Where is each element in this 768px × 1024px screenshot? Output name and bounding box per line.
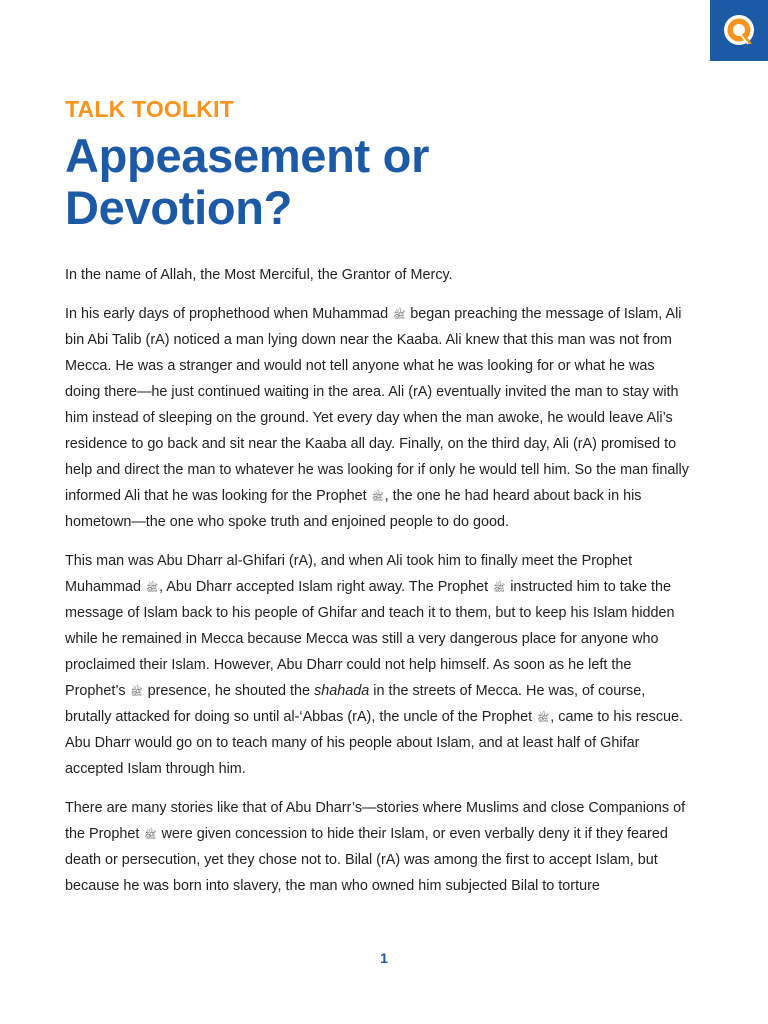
paragraph-3-text-c: instructed him to take the message of Islam back to his people of Ghifar and teach it to them, but to keep his Islam hidden while he remained in Mecca because Mecca was still a very dangerous place for anyone who proclaimed their Islam. However, Abu Dharr could not help himself. As soon as he left the Prophet’s <box>65 579 675 699</box>
title-line-1: Appeasement or <box>65 129 430 182</box>
honorific-icon: ﷺ <box>145 583 159 594</box>
honorific-icon: ﷺ <box>493 583 506 594</box>
paragraph-4-text-b: were given concession to hide their Islam, or even verbally deny it if they feared death or persecution, yet they chose not to. Bilal (rA) was among the first to accept Islam, but because he was born into slavery, the man who owned him subjected Bilal to torture <box>65 826 668 894</box>
title-line-2: Devotion? <box>65 181 293 234</box>
paragraph-2 <box>65 301 689 535</box>
honorific-icon: ﷺ <box>393 310 406 321</box>
paragraph-3-text-f: , came to his rescue. Abu Dharr would go on to teach many of his people about Islam, and at least half of Ghifar accepted Islam through him. <box>65 709 684 777</box>
honorific-icon: ﷺ <box>371 492 384 503</box>
honorific-icon: ﷺ <box>537 713 550 724</box>
shahada-term: shahada <box>314 683 370 699</box>
honorific-icon: ﷺ <box>144 830 157 841</box>
paragraph-3 <box>65 548 689 782</box>
paragraph-4-text-a: There are many stories like that of Abu Dharr’s—stories where Muslims and close Companions of the Prophet <box>65 800 686 842</box>
paragraph-2-text-b: began preaching the message of Islam, Ali bin Abi Talib (rA) noticed a man lying down near the Kaaba. Ali knew that this man was not from Mecca. He was a stranger and would not tell anyone what he was looking for or what he was doing there—he just continued waiting in the area. Ali (rA) eventually invited the man to stay with him instead of sleeping on the ground. Yet every day when the man awoke, he would leave Ali’s residence to go back and sit near the Kaaba all day. Finally, on the third day, Ali (rA) promised to help and direct the man to whatever he was looking for if only he would tell him. So the man finally informed Ali that he was looking for the Prophet <box>65 306 689 504</box>
paragraph-2-text-a: In his early days of prophethood when Muhammad <box>65 306 389 322</box>
page-title <box>65 130 705 234</box>
brand-logo[interactable] <box>710 0 768 61</box>
article-body <box>65 262 689 912</box>
paragraph-4 <box>65 795 689 899</box>
q-logo-icon <box>719 10 759 52</box>
honorific-icon: ﷺ <box>130 687 143 698</box>
paragraph-3-text-b: , Abu Dharr accepted Islam right away. The Prophet <box>159 579 489 595</box>
paragraph-3-text-e: in the streets of Mecca. He was, of course, brutally attacked for doing so until al-‘Abbas (rA), the uncle of the Prophet <box>65 683 646 725</box>
eyebrow-label: TALK TOOLKIT <box>65 96 234 122</box>
paragraph-3-text-d: presence, he shouted the <box>147 683 311 699</box>
paragraph-2-text-c: , the one he had heard about back in his hometown—the one who spoke truth and enjoined people to do good. <box>65 488 642 530</box>
page-number: 1 <box>380 950 388 966</box>
paragraph-3-text-a: This man was Abu Dharr al-Ghifari (rA), and when Ali took him to finally meet the Prophet Muhammad <box>65 553 633 595</box>
paragraph-1: In the name of Allah, the Most Merciful, the Grantor of Mercy. <box>65 267 453 283</box>
